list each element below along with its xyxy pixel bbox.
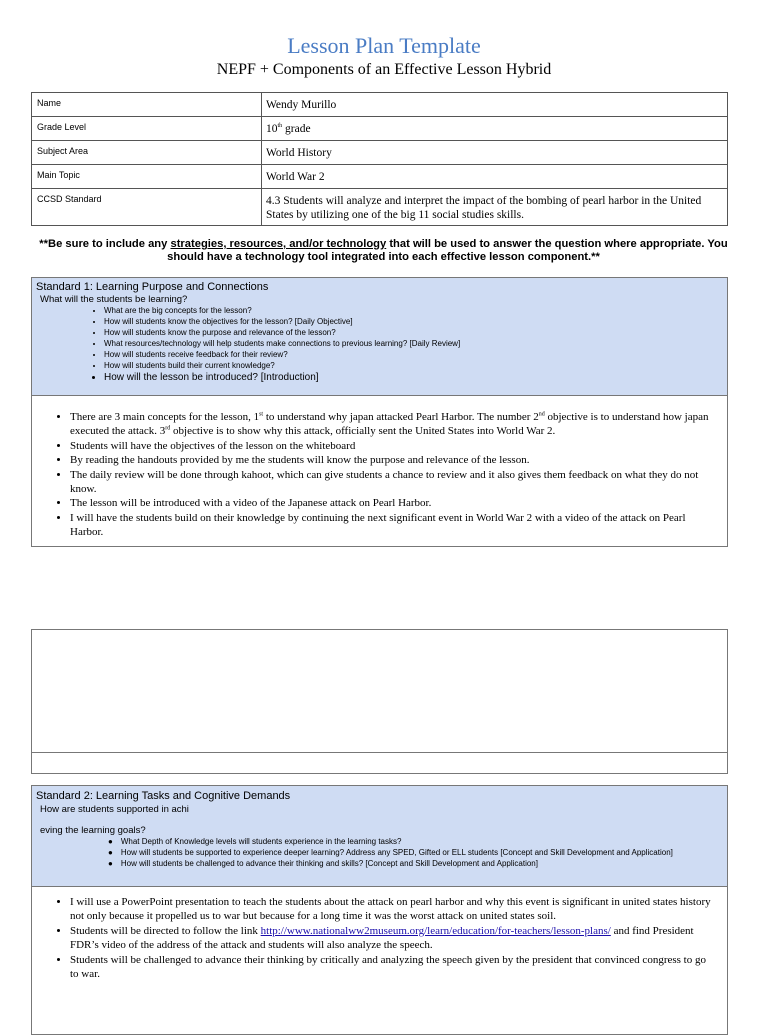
info-row-ccsd — [32, 189, 728, 226]
name-label: Name — [32, 93, 262, 117]
standard-2-response[interactable] — [32, 887, 727, 981]
prompt-item: ● How will students be supported to experience deeper learning? Address any SPED, Gifted or ELL students [Concept and Skill Development and Application] — [108, 848, 673, 857]
ccsd-value[interactable]: 4.3 Students will analyze and interpret the impact of the bombing of pearl harbor in the United States by utilizing one of the big 11 social studies skills. — [262, 189, 728, 226]
standard-1-header — [32, 278, 727, 396]
info-row-subject — [32, 141, 728, 165]
grade-text: grade — [282, 123, 311, 135]
standard-1-prompts — [32, 305, 727, 385]
blank-response-box[interactable] — [31, 629, 728, 774]
standard-2-response-list — [32, 895, 727, 981]
standard-2-title: Standard 2: Learning Tasks and Cognitive Demands — [36, 790, 291, 802]
grade-label: Grade Level — [32, 117, 262, 141]
prompt-item: • How will students build their current knowledge? — [104, 360, 727, 371]
subject-value[interactable]: World History — [262, 141, 728, 165]
response-item: • By reading the handouts provided by me the students will know the purpose and relevance of the lesson. — [70, 453, 717, 467]
grade-number: 10 — [266, 123, 278, 135]
response-item: • The lesson will be introduced with a video of the Japanese attack on Pearl Harbor. — [70, 496, 717, 510]
prompt-item: • What resources/technology will help students make connections to previous learning? [Daily Review] — [104, 338, 727, 349]
response-item: • I will use a PowerPoint presentation to teach the students about the attack on pearl harbor and why this event is significant in united states history not only because it propelled us to war but because for a long time it was the worst attack on united states soil. — [70, 895, 717, 924]
grade-value[interactable] — [262, 117, 728, 141]
prompt-item: • How will students receive feedback for their review? — [104, 349, 727, 360]
response-item: • There are 3 main concepts for the lesson, 1st to understand why japan attacked Pearl Harbor. The number 2nd objective is to understand how japan executed the attack. 3rd objective is to show why this attack, officially sent the United States into World War 2. — [70, 410, 717, 439]
response-item: • The daily review will be done through kahoot, which can give students a chance to review and it also gives them feedback on what they do not know. — [70, 468, 717, 497]
info-row-name — [32, 93, 728, 117]
prompt-item: ● What Depth of Knowledge levels will students experience in the learning tasks? — [108, 837, 402, 846]
notice-underlined: strategies, resources, and/or technology — [170, 238, 387, 250]
standard-2-section — [31, 785, 728, 1035]
prompt-item: • How will the lesson be introduced? [Introduction] — [104, 371, 727, 385]
response-item: • I will have the students build on their knowledge by continuing the next significant event in World War 2 with a video of the attack on Pearl Harbor. — [70, 511, 717, 540]
subject-label: Subject Area — [32, 141, 262, 165]
standard-2-question-line1: How are students supported in achi — [40, 804, 189, 815]
notice-part2: that will be used to answer the question where appropriate. You should have a technology tool integrated into each effective lesson component.** — [167, 238, 728, 263]
standard-2-question-line2: eving the learning goals? — [40, 825, 146, 836]
notice-part1: **Be sure to include any — [39, 238, 171, 250]
standard-1-response[interactable] — [32, 396, 727, 540]
ccsd-label: CCSD Standard — [32, 189, 262, 226]
blank-box-divider — [32, 752, 727, 753]
prompt-item: • How will students know the purpose and relevance of the lesson? — [104, 327, 727, 338]
prompt-item: ● How will students be challenged to advance their thinking and skills? [Concept and Skill Development and Application] — [108, 859, 538, 868]
standard-2-header — [32, 786, 727, 887]
prompt-item: • How will students know the objectives for the lesson? [Daily Objective] — [104, 316, 727, 327]
instructions-notice — [31, 238, 736, 264]
info-row-topic — [32, 165, 728, 189]
topic-value[interactable]: World War 2 — [262, 165, 728, 189]
grade-suffix: th — [277, 123, 283, 130]
prompt-item: • What are the big concepts for the lesson? — [104, 305, 727, 316]
standard-2-prompts — [32, 836, 727, 869]
topic-label: Main Topic — [32, 165, 262, 189]
info-row-grade — [32, 117, 728, 141]
standard-1-response-list — [32, 410, 727, 540]
page-subtitle: NEPF + Components of an Effective Lesson Hybrid — [216, 61, 552, 78]
response-item: • Students will be challenged to advance their thinking by critically and analyzing the speech given by the president that convinced congress to go to war. — [70, 953, 717, 982]
response-item: • Students will have the objectives of the lesson on the whiteboard — [70, 439, 717, 453]
name-value[interactable]: Wendy Murillo — [262, 93, 728, 117]
standard-1-section — [31, 277, 728, 547]
lesson-info-table — [31, 92, 728, 226]
standard-1-question: What will the students be learning? — [40, 294, 188, 305]
page-title: Lesson Plan Template — [287, 33, 481, 58]
response-item: • Students will be directed to follow the link http://www.nationalww2museum.org/learn/education/for-teachers/lesson-plans/ and find President FDR’s video of the address of the attack and students will also analyze the speech. — [70, 924, 717, 953]
museum-lesson-plans-link[interactable]: http://www.nationalww2museum.org/learn/education/for-teachers/lesson-plans/ — [260, 924, 611, 937]
standard-1-title: Standard 1: Learning Purpose and Connections — [36, 281, 269, 293]
